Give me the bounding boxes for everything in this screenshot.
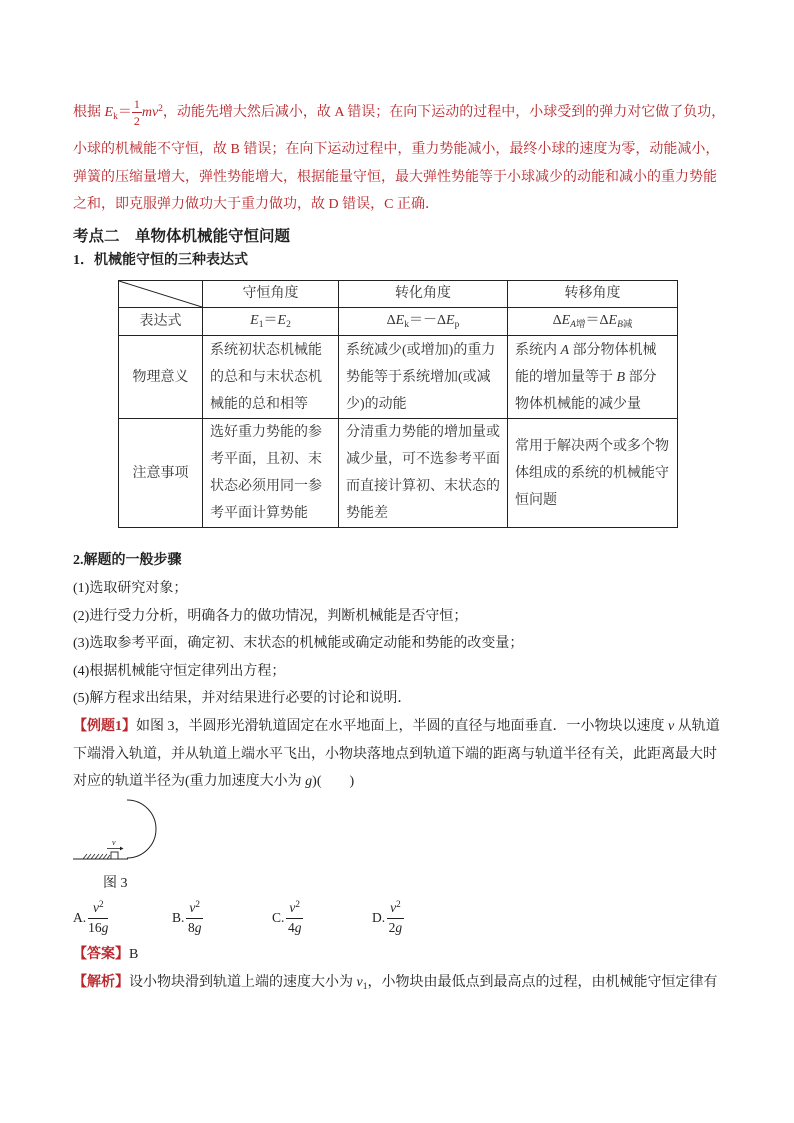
example-text: )( ) (312, 774, 355, 790)
meaning-conservation-cell: 系统初状态机械能 的总和与末状态机 械能的总和相等 (203, 336, 339, 419)
analysis-text: ，小物块由最低点到最高点的过程，由机械能守恒定律有 (367, 974, 718, 990)
figure-caption: 图 3 (103, 876, 128, 891)
symbol: E (446, 313, 455, 328)
example-text: 对应的轨道半径为(重力加速度大小为 (73, 774, 306, 790)
explanation-continued (73, 136, 719, 219)
velocity-label: v (112, 838, 116, 847)
meaning-transfer-text: 系统内 (515, 342, 561, 358)
section-title: 考点二 单物体机械能守恒问题 (73, 228, 291, 245)
solving-heading: 2.解题的一般步骤 (73, 553, 182, 569)
numerator-exponent: 2 (98, 898, 104, 909)
delta: Δ (552, 313, 562, 328)
hatch-mark (87, 854, 91, 859)
meaning-transformation-cell: 系统减少(或增加)的重力 势能等于系统增加(或减 少)的动能 (339, 336, 508, 419)
section-subtitle: 1．机械能守恒的三种表达式 (73, 253, 248, 268)
solving-steps-and-example (73, 547, 720, 795)
numerator-exponent: 2 (295, 898, 300, 909)
subscript: 1 (258, 320, 264, 331)
part-b-variable: B (616, 369, 626, 385)
part-a-variable: A (560, 342, 570, 358)
step-3: (3)选取参考平面，确定初、末状态的机械能或确定动能和势能的改变量； (73, 636, 524, 652)
explanation-line-2: 小球的机械能不守恒，故 B 错误；在向下运动过程中，重力势能减小，最终小球的速度为零，动能减小， (73, 142, 720, 157)
explanation-line-1 (73, 95, 725, 131)
option-label: A. (73, 910, 87, 925)
numerator-exponent: 2 (396, 898, 401, 909)
expression-transformation (339, 308, 508, 336)
denominator-variable: g (294, 920, 302, 935)
delta: Δ (437, 313, 447, 328)
meaning-transfer-text: 部分 物体机械能的减少量 (515, 369, 657, 412)
numerator-variable: v (92, 900, 99, 915)
subscript: k (404, 320, 409, 331)
subscript-var: A (570, 320, 576, 331)
analysis-tag: 【解析】 (73, 974, 129, 990)
option-denominator (186, 919, 203, 935)
denominator-coefficient: 8 (187, 920, 195, 935)
table-row-expression (119, 308, 678, 336)
velocity-arrowhead (120, 847, 124, 851)
analysis-text: 设小物块滑到轨道上端的速度大小为 (129, 974, 357, 990)
row-label-notes: 注意事项 (119, 419, 203, 528)
numerator-variable: v (390, 900, 397, 915)
option-numerator (88, 898, 108, 919)
answer-line (73, 941, 717, 969)
option-c (272, 900, 303, 936)
numerator-exponent: 2 (195, 898, 200, 909)
option-numerator (186, 898, 203, 919)
step-4: (4)根据机械能守恒定律列出方程； (73, 663, 286, 679)
meaning-transfer-text: 部分物体机械 能的增加量等于 (515, 342, 657, 385)
example-text: 从轨道 (674, 718, 720, 734)
row-label-expression: 表达式 (119, 308, 203, 336)
velocity-variable: v (356, 974, 363, 990)
option-d (372, 900, 404, 936)
symbol: E (250, 313, 259, 328)
subscript: 2 (286, 320, 291, 331)
example-tag: 【例题1】 (73, 718, 136, 734)
table-header-row (119, 281, 678, 308)
equals-sign: ＝ (117, 105, 132, 120)
header-transformation-view: 转化角度 (339, 281, 508, 308)
explanation-line-1-text: ，动能先增大然后减小，故 A 错误；在向下运动的过程中，小球受到的弹力对它做了负功， (162, 105, 726, 120)
diagonal-line (119, 281, 202, 307)
expression-conservation (203, 308, 339, 336)
notes-transfer-cell: 常用于解决两个或多个物 体组成的系统的机械能守 恒问题 (508, 419, 678, 528)
header-conservation-view: 守恒角度 (203, 281, 339, 308)
symbol: E (277, 313, 287, 328)
row-label-meaning: 物理意义 (119, 336, 203, 419)
step-5: (5)解方程求出结果，并对结果进行必要的讨论和说明． (73, 691, 412, 707)
option-label: D. (372, 910, 386, 925)
example-line-3 (73, 768, 720, 796)
example-text: 如图 3，半圆形光滑轨道固定在水平地面上，半圆的直径与地面垂直．一小物块以速度 (136, 718, 668, 734)
mv-symbol: mv (141, 105, 159, 120)
step-2: (2)进行受力分析，明确各力的做功情况，判断机械能是否守恒； (73, 608, 468, 624)
small-block (111, 852, 118, 859)
notes-conservation-cell: 选好重力势能的参 考平面，且初、末 状态必须用同一参 考平面计算势能 (203, 419, 339, 528)
hatch-mark (95, 854, 99, 859)
operator: ＝－ (409, 313, 437, 328)
option-denominator (286, 919, 303, 935)
denominator-variable: g (194, 920, 202, 935)
hatch-mark (83, 854, 87, 859)
option-a (73, 900, 108, 936)
denominator-coefficient: 4 (287, 920, 295, 935)
table-corner-cell (119, 281, 203, 308)
option-denominator (387, 919, 404, 935)
velocity-variable: v (668, 718, 675, 734)
semicircular-track (127, 800, 156, 858)
hatch-mark (99, 854, 103, 859)
symbol: E (608, 313, 618, 328)
delta: Δ (599, 313, 609, 328)
subscript-var: B (617, 320, 623, 331)
option-numerator (286, 898, 303, 919)
figure-3-diagram (68, 790, 168, 865)
kinetic-energy-symbol: E (104, 105, 114, 120)
option-label: B. (172, 910, 185, 925)
expression-transfer (508, 308, 678, 336)
option-fraction (387, 898, 404, 935)
delta: Δ (386, 313, 396, 328)
fraction-denominator: 2 (133, 114, 140, 129)
denominator-variable: g (395, 920, 403, 935)
answer-and-analysis (73, 941, 717, 996)
denominator-coefficient: 16 (88, 920, 102, 935)
option-fraction (186, 898, 203, 935)
answer-value: B (129, 947, 139, 962)
gravity-variable: g (305, 774, 313, 790)
explanation-prefix: 根据 (73, 105, 105, 120)
kinetic-energy-subscript: k (113, 112, 118, 123)
explanation-line-4: 之和，即克服弹力做功大于重力做功，故 D 错误，C 正确． (73, 197, 439, 212)
subscript: p (454, 320, 460, 331)
header-transfer-view: 转移角度 (508, 281, 678, 308)
ground-hatching (83, 854, 110, 859)
analysis-line (73, 969, 717, 997)
symbol: E (395, 313, 405, 328)
answer-tag: 【答案】 (73, 947, 129, 962)
velocity-subscript: 1 (362, 981, 368, 992)
numerator-variable: v (189, 900, 196, 915)
one-half-fraction (132, 98, 142, 127)
mv-exponent: 2 (158, 103, 163, 114)
option-fraction (286, 898, 303, 935)
hatch-mark (107, 855, 110, 859)
conservation-expressions-table (118, 280, 678, 528)
example-line-1 (73, 713, 720, 741)
option-numerator (387, 898, 404, 919)
option-b (172, 900, 203, 936)
option-denominator (88, 919, 108, 935)
subscript-word: 增 (575, 320, 586, 331)
table-row-notes (119, 419, 678, 528)
table-row-meaning (119, 336, 678, 419)
corner-diagonal (119, 281, 202, 307)
notes-transformation-cell: 分清重力势能的增加量或 减少量，可不选参考平面 而直接计算初、末状态的 势能差 (339, 419, 508, 528)
denominator-variable: g (101, 920, 109, 935)
explanation-line-3: 弹簧的压缩量增大，弹性势能增大，根据能量守恒，最大弹性势能等于小球减少的动能和减小的重力势能 (73, 169, 717, 185)
meaning-transfer-cell (508, 336, 678, 419)
option-fraction (88, 898, 109, 935)
example-line-2: 下端滑入轨道，并从轨道上端水平飞出，小物块落地点到轨道下端的距离与轨道半径有关，此距离最大时 (73, 746, 717, 762)
denominator-coefficient: 2 (388, 920, 396, 935)
numerator-variable: v (289, 900, 296, 915)
section-headings (73, 225, 290, 273)
step-1: (1)选取研究对象； (73, 580, 188, 596)
fraction-numerator: 1 (133, 97, 140, 112)
hatch-mark (103, 854, 107, 859)
operator: ＝ (585, 313, 600, 328)
operator: ＝ (263, 313, 278, 328)
symbol: E (561, 313, 571, 328)
subscript-word: 减 (622, 320, 633, 331)
hatch-mark (91, 854, 95, 859)
option-label: C. (272, 910, 285, 925)
